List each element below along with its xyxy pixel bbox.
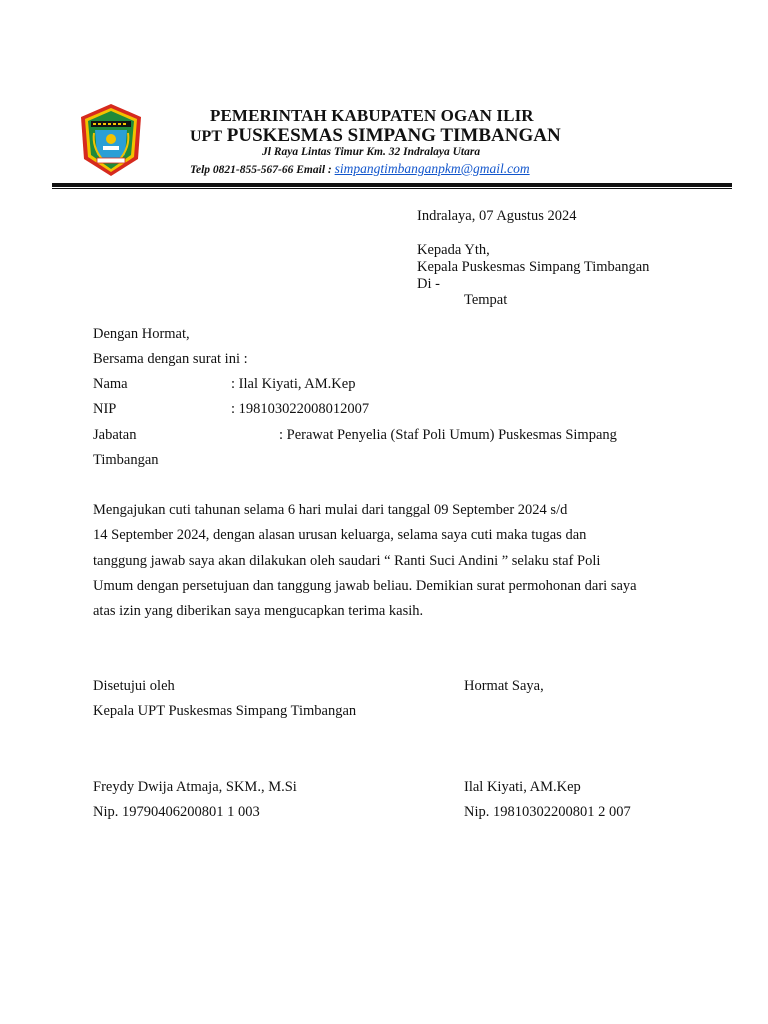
jabatan-label: Jabatan	[93, 427, 137, 443]
closing-label: Hormat Saya,	[464, 678, 544, 694]
kabupaten-logo-icon	[80, 103, 142, 177]
approver-nip: Nip. 19790406200801 1 003	[93, 804, 260, 820]
recipient-greeting: Kepada Yth,	[417, 242, 490, 258]
intro-line: Bersama dengan surat ini :	[93, 351, 248, 367]
nama-label: Nama	[93, 376, 128, 392]
paragraph-line: tanggung jawab saya akan dilakukan oleh saudari “ Ranti Suci Andini ” selaku staf Poli	[93, 553, 601, 569]
paragraph-line: atas izin yang diberikan saya mengucapkan terima kasih.	[93, 603, 424, 619]
applicant-nip: Nip. 19810302200801 2 007	[464, 804, 631, 820]
applicant-name: Ilal Kiyati, AM.Kep	[464, 779, 581, 795]
approval-label: Disetujui oleh	[93, 678, 175, 694]
jabatan-value: : Perawat Penyelia (Staf Poli Umum) Puskesmas Simpang	[279, 427, 617, 443]
nip-label: NIP	[93, 401, 117, 417]
letterhead-divider	[52, 183, 732, 187]
jabatan-value-continued: Timbangan	[93, 452, 159, 468]
recipient-di: Di -	[417, 276, 440, 292]
paragraph-line: 14 September 2024, dengan alasan urusan keluarga, selama saya cuti maka tugas dan	[93, 527, 587, 543]
place-date: Indralaya, 07 Agustus 2024	[417, 208, 577, 224]
kop-address: Jl Raya Lintas Timur Km. 32 Indralaya Utara	[262, 146, 481, 158]
nip-value: : 198103022008012007	[231, 401, 370, 417]
paragraph-line: Mengajukan cuti tahunan selama 6 hari mulai dari tanggal 09 September 2024 s/d	[93, 502, 568, 518]
paragraph-line: Umum dengan persetujuan dan tanggung jawab beliau. Demikian surat permohonan dari saya	[93, 578, 637, 594]
kop-government-name: PEMERINTAH KABUPATEN OGAN ILIR	[210, 106, 534, 125]
salutation: Dengan Hormat,	[93, 326, 190, 342]
recipient-name: Kepala Puskesmas Simpang Timbangan	[417, 259, 650, 275]
letterhead-divider-thin	[52, 188, 732, 189]
nama-value: : Ilal Kiyati, AM.Kep	[231, 376, 356, 392]
recipient-tempat: Tempat	[464, 292, 508, 308]
approver-name: Freydy Dwija Atmaja, SKM., M.Si	[93, 779, 297, 795]
approver-position: Kepala UPT Puskesmas Simpang Timbangan	[93, 703, 357, 719]
kop-puskesmas-name: PUSKESMAS SIMPANG TIMBANGAN	[226, 125, 561, 146]
kop-institution-name	[190, 125, 561, 147]
kop-email-link[interactable]: simpangtimbanganpkm@gmail.com	[334, 161, 530, 176]
kop-contact	[190, 161, 530, 177]
kop-upt-prefix: UPT	[190, 128, 222, 145]
kop-phone: Telp 0821-855-567-66 Email :	[190, 164, 335, 176]
